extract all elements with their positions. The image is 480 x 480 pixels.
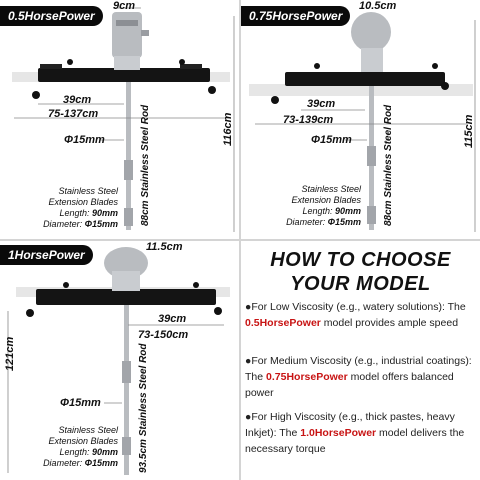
high-viscosity-model: 1.0HorsePower xyxy=(300,427,377,439)
spec-length-label: Length: xyxy=(302,206,335,216)
high-viscosity-text: ●For High Viscosity (e.g., thick pastes, heavy Inkjet): The xyxy=(245,411,455,439)
model-panel-1hp xyxy=(0,241,239,480)
shaft-diameter-label: Φ15mm xyxy=(64,134,105,146)
frame-bar xyxy=(36,289,216,305)
low-viscosity-paragraph xyxy=(245,299,477,331)
spec-diameter-label: Diameter: xyxy=(43,219,85,229)
frame-range-label: 75-137cm xyxy=(48,108,99,120)
spec-length-label: Length: xyxy=(59,447,92,457)
rod-length-label: 88cm Stainless Steel Rod xyxy=(383,104,394,226)
horizontal-divider xyxy=(0,239,480,241)
high-viscosity-paragraph xyxy=(245,409,477,457)
frame-range-label: 73-139cm xyxy=(283,114,334,126)
model-panel-0-75hp xyxy=(241,0,480,239)
shaft-diameter-label: Φ15mm xyxy=(311,134,352,146)
steel-rod xyxy=(126,82,131,230)
frame-bar xyxy=(285,72,445,86)
frame-bar xyxy=(38,68,210,82)
spec-line-1: Stainless Steel xyxy=(301,184,361,194)
total-height-label: 116cm xyxy=(222,112,234,146)
spec-diameter-value: Φ15mm xyxy=(327,217,361,227)
spec-length-value: 90mm xyxy=(91,447,118,457)
spec-diameter xyxy=(6,219,118,230)
frame-width-label: 39cm xyxy=(158,313,187,325)
spec-diameter-label: Diameter: xyxy=(286,217,328,227)
spec-length-label: Length: xyxy=(59,208,92,218)
blade-spec xyxy=(4,425,118,469)
spec-line-2: Extension Blades xyxy=(291,195,361,205)
spec-diameter-value: Φ15mm xyxy=(84,219,118,229)
air-motor xyxy=(351,12,391,52)
high-viscosity-suffix: model delivers the necessary torque xyxy=(245,427,465,455)
spec-diameter xyxy=(4,458,118,469)
shaft-diameter-label: Φ15mm xyxy=(60,397,101,409)
frame-range-label: 73-150cm xyxy=(138,329,189,341)
rod-length-label: 93.5cm Stainless Steel Rod xyxy=(138,343,149,473)
choose-title-line-2: YOUR MODEL xyxy=(290,273,431,295)
motor-width-label: 11.5cm xyxy=(146,241,183,253)
model-panel-0-5hp xyxy=(0,0,239,239)
motor-width-label: 10.5cm xyxy=(359,0,397,12)
blade-spec xyxy=(6,186,118,230)
rod-length-label: 88cm Stainless Steel Rod xyxy=(140,104,151,226)
spec-line-1: Stainless Steel xyxy=(58,186,118,196)
total-height-label: 121cm xyxy=(4,336,16,371)
spec-length-value: 90mm xyxy=(91,208,118,218)
total-height-label: 115cm xyxy=(463,114,475,148)
choose-title-line-1: HOW TO CHOOSE xyxy=(270,249,451,271)
low-viscosity-text: ●For Low Viscosity (e.g., watery solutions): The xyxy=(245,301,466,313)
medium-viscosity-model: 0.75HorsePower xyxy=(266,371,348,383)
spec-diameter-label: Diameter: xyxy=(43,458,85,468)
low-viscosity-suffix: model provides ample speed xyxy=(320,317,459,329)
air-motor xyxy=(112,12,142,58)
spec-length xyxy=(4,447,118,458)
medium-viscosity-text: ●For Medium Viscosity (e.g., industrial coatings): The xyxy=(245,355,472,383)
spec-length xyxy=(249,206,361,217)
motor-width-label: 9cm xyxy=(113,0,136,12)
model-badge: 1HorsePower xyxy=(0,245,93,265)
low-viscosity-model: 0.5HorsePower xyxy=(245,317,321,329)
spec-length xyxy=(6,208,118,219)
spec-line-1: Stainless Steel xyxy=(58,425,118,435)
medium-viscosity-suffix: model offers balanced power xyxy=(245,371,454,399)
spec-length-value: 90mm xyxy=(334,206,361,216)
frame-width-label: 39cm xyxy=(63,94,92,106)
frame-width-label: 39cm xyxy=(307,98,336,110)
medium-viscosity-paragraph xyxy=(245,353,477,401)
blade-spec xyxy=(249,184,361,228)
spec-line-2: Extension Blades xyxy=(48,197,118,207)
choose-model-panel xyxy=(241,241,480,480)
spec-diameter xyxy=(249,217,361,228)
model-badge: 0.5HorsePower xyxy=(0,6,103,26)
model-badge: 0.75HorsePower xyxy=(241,6,350,26)
spec-diameter-value: Φ15mm xyxy=(84,458,118,468)
spec-line-2: Extension Blades xyxy=(48,436,118,446)
